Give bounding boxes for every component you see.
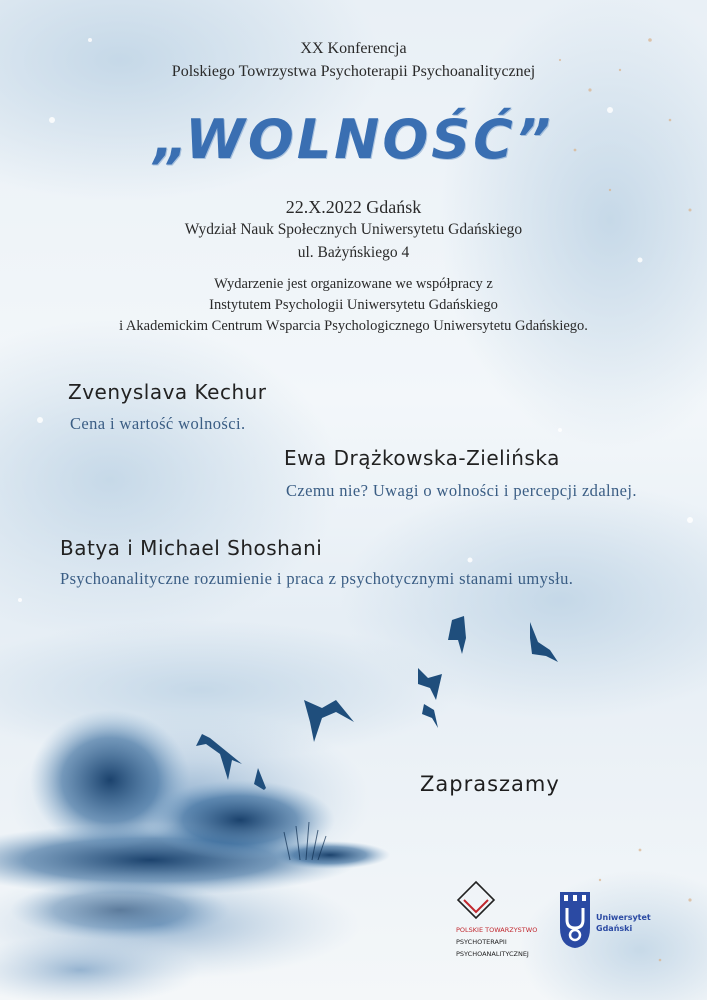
bird-icon <box>254 768 266 790</box>
bird-icon <box>304 700 354 742</box>
event-address: ul. Bażyńskiego 4 <box>297 244 410 261</box>
ug-logo-text: Uniwersytet <box>596 913 651 922</box>
invitation-text: Zapraszamy <box>420 772 560 796</box>
speaker-name: Batya i Michael Shoshani <box>60 536 323 560</box>
ptpp-logo-text: POLSKIE TOWARZYSTWO <box>456 926 538 934</box>
cooperation-line: Instytutem Psychologii Uniwersytetu Gdańskiego <box>209 297 498 313</box>
talk-title: Czemu nie? Uwagi o wolności i percepcji zdalnej. <box>286 481 637 500</box>
conference-number: XX Konferencja <box>300 40 407 57</box>
diamond-icon <box>456 880 496 924</box>
bird-icon <box>418 668 442 700</box>
organizer-name: Polskiego Towrzystwa Psychoterapii Psychoanalitycznej <box>171 63 536 80</box>
bird-icon <box>530 622 558 662</box>
bird-icon <box>422 704 438 728</box>
talk-title: Cena i wartość wolności. <box>70 414 246 433</box>
bird-icon <box>196 734 242 780</box>
ug-crest-icon <box>558 890 592 950</box>
cooperation-line: Wydarzenie jest organizowane we współpracy z <box>214 276 493 292</box>
talk-title: Psychoanalityczne rozumienie i praca z psychotycznymi stanami umysłu. <box>60 569 574 588</box>
bird-icon <box>448 616 466 654</box>
speaker-name: Ewa Drążkowska-Zielińska <box>284 446 560 470</box>
ptpp-logo-text: PSYCHOTERAPII <box>456 938 507 946</box>
ug-logo <box>558 890 678 950</box>
event-venue: Wydział Nauk Społecznych Uniwersytetu Gdańskiego <box>184 221 523 238</box>
ptpp-logo-text: PSYCHOANALITYCZNEJ <box>456 950 529 958</box>
ug-logo-text: Gdański <box>596 924 633 933</box>
page-title: „WOLNOŚĆ” <box>153 108 554 171</box>
event-date-place: 22.X.2022 Gdańsk <box>285 197 422 217</box>
speaker-name: Zvenyslava Kechur <box>68 380 267 404</box>
cooperation-line: i Akademickim Centrum Wsparcia Psychologicznego Uniwersytetu Gdańskiego. <box>119 318 588 334</box>
